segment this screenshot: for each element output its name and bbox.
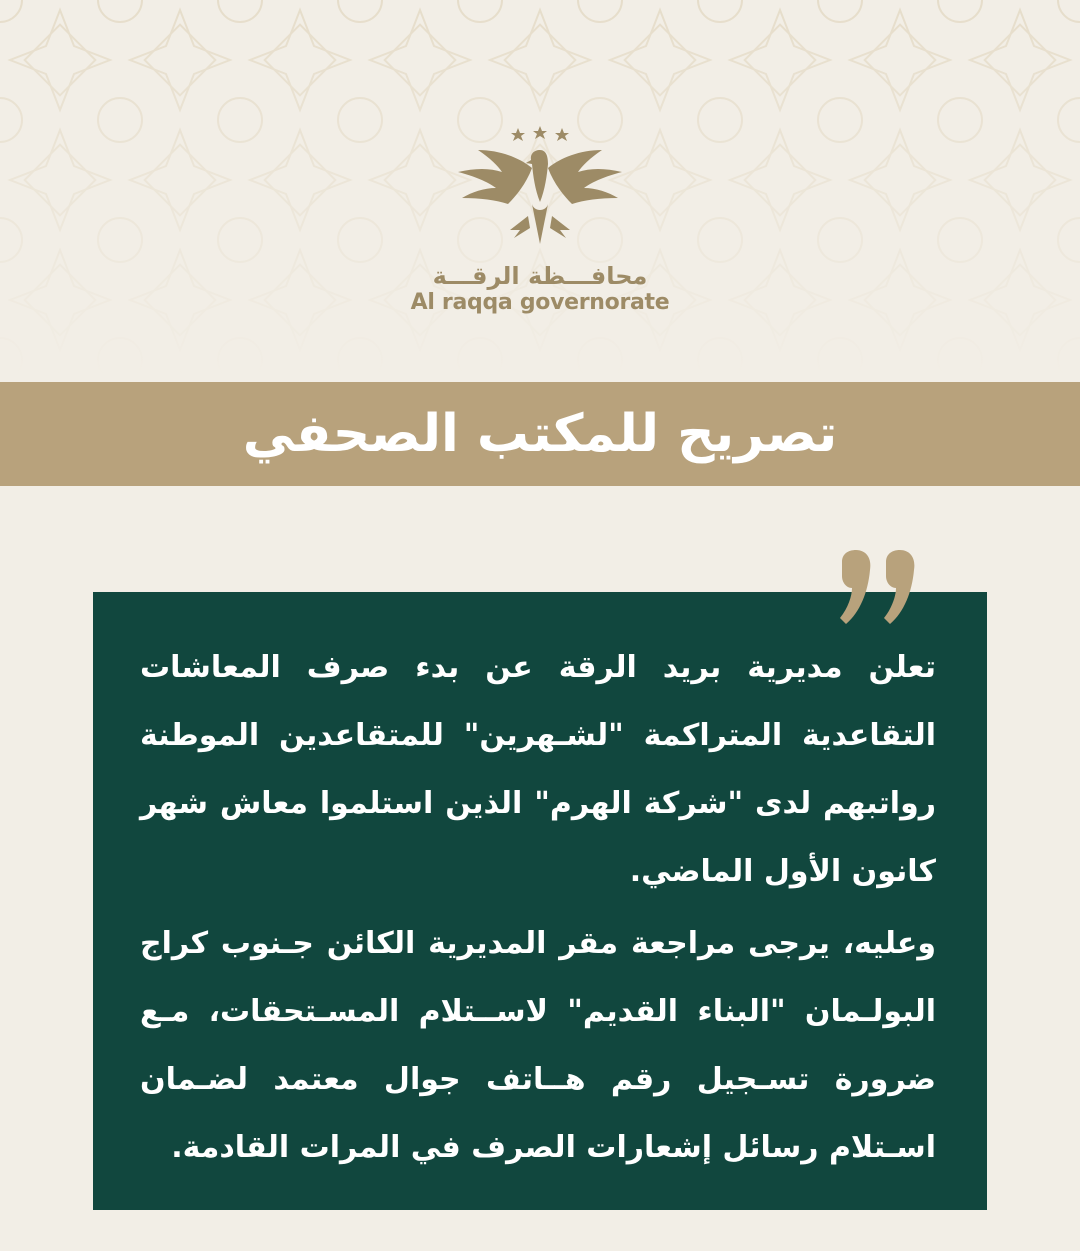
statement-paragraph-2: وعليه، يرجى مراجعة مقر المديرية الكائن جـنوب كراج البولـمان "البناء القديم" لاســتلام المسـتحقات، مـع ضرورة تسـجيل رقم هــاتف جوال معتمد لضـمان اسـتلام رسائل إشعارات الصرف في المرات القادمة. bbox=[140, 926, 936, 1165]
title-banner bbox=[0, 382, 1080, 486]
quotation-mark-icon bbox=[836, 548, 920, 628]
governorate-name-english: Al raqqa governorate bbox=[410, 290, 670, 315]
eagle-emblem-icon bbox=[450, 120, 630, 255]
banner-title: تصريح للمكتب الصحفي bbox=[242, 404, 838, 464]
governorate-name-arabic: محافـــظة الرقـــة bbox=[432, 262, 648, 290]
statement-paragraph-1: تعلن مديرية بريد الرقة عن بدء صرف المعاشات التقاعدية المتراكمة "لشـهرين" للمتقاعدين الموطنة رواتبهم لدى "شركة الهرم" الذين استلموا معاش شهر كانون الأول الماضي. bbox=[140, 650, 936, 889]
